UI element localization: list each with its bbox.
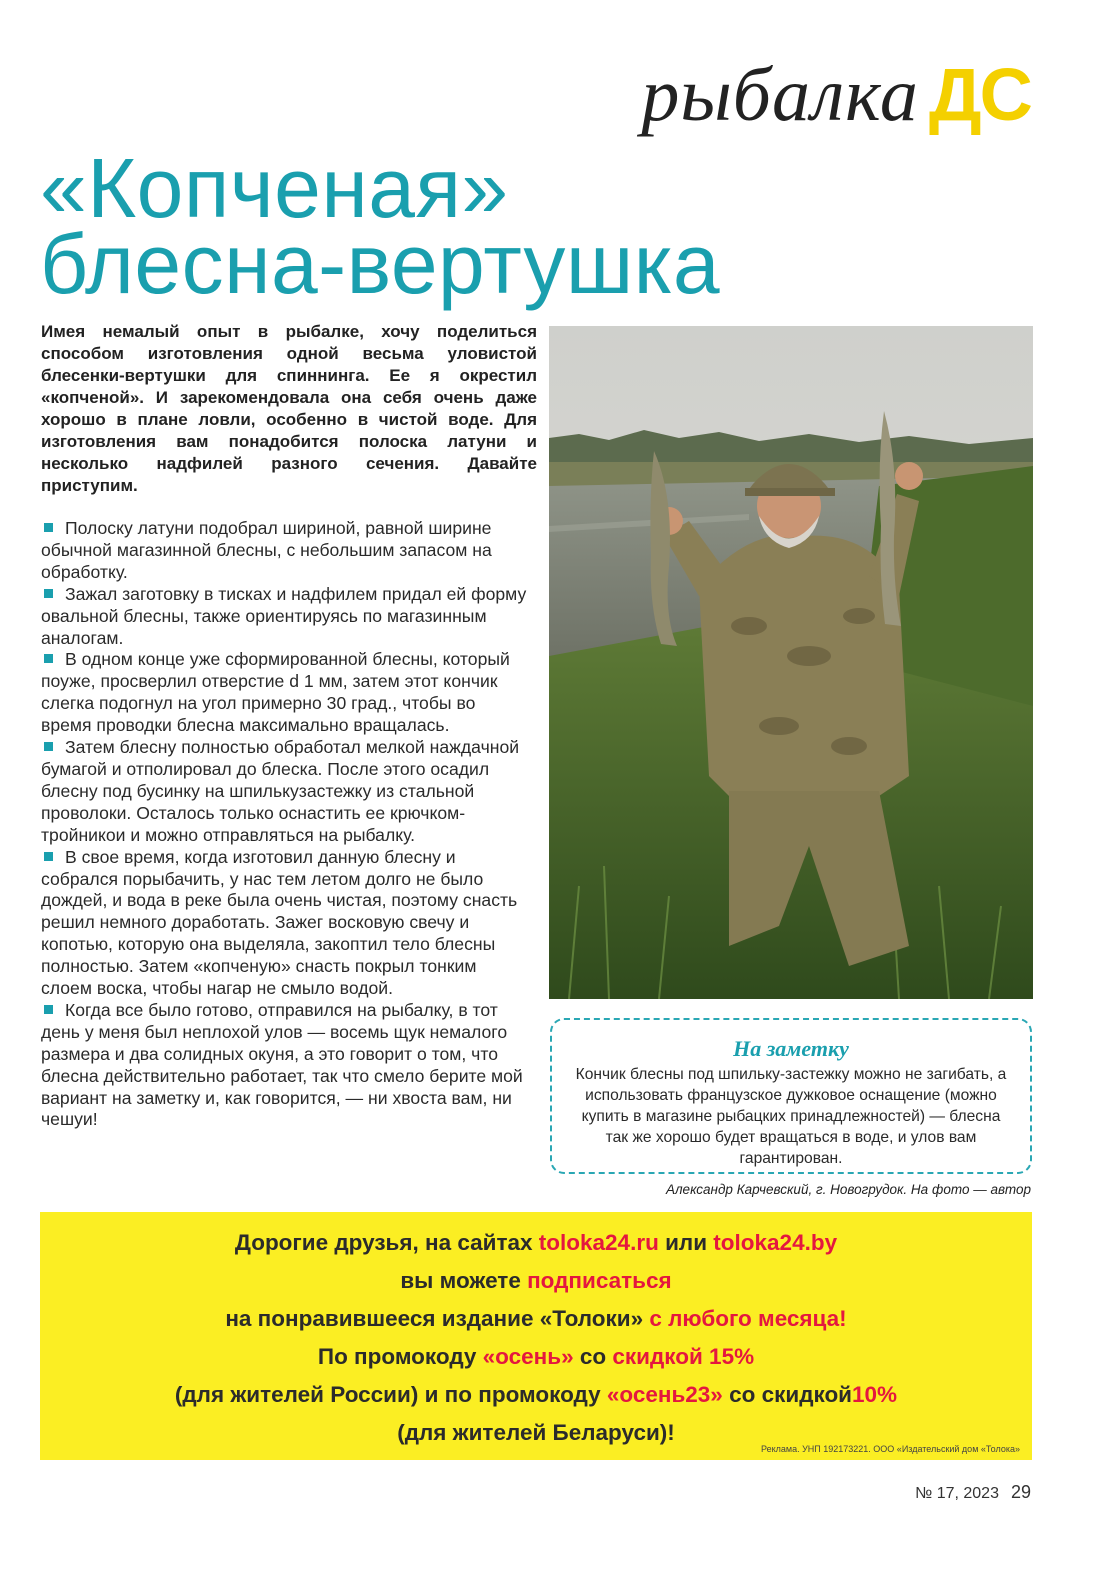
bullet-icon	[44, 654, 53, 663]
article-title	[40, 141, 1070, 311]
tip-title: На заметку	[733, 1036, 849, 1061]
title-line-1: «Копченая»	[40, 141, 509, 235]
ad-line-6: (для жителей Беларуси)!	[397, 1420, 675, 1445]
bullet-icon	[44, 742, 53, 751]
tip-box	[550, 1018, 1032, 1174]
bullet-icon	[44, 589, 53, 598]
ad-line-5: (для жителей России) и по промокоду «осень23» со скидкой10%	[174, 1382, 898, 1407]
article-body	[41, 518, 529, 1131]
body-paragraph: В свое время, когда изготовил данную блесну и собрался порыбачить, у нас тем летом долго не было дождей, и вода в реке была очень чистая, поэтому снасть решил немного доработать. Зажег восковую свечу и копотью, которую она выделяла, закоптил тело блесны полностью. Затем «копченую» снасть покрыл тонким слоем воска, чтобы нагар не смыло водой.	[41, 846, 518, 999]
body-paragraph: В одном конце уже сформированной блесны, который поуже, просверлил отверстие d 1 мм, затем этот кончик слегка подогнул на угол примерно 30 град., чтобы во время проводки блесна максимально вращалась.	[41, 649, 510, 736]
lead-paragraph: Имея немалый опыт в рыбалке, хочу поделиться способом изготовления одной весьма уловистой блесенки-вертушки для спиннинга. Ее я окрестил «копченой». И зарекомендовала она себя очень даже хорошо в плане ловли, особенно в чистой воде. Для изготовления вам понадобится полоска латуни и несколько надфилей разного сечения. Давайте приступим.	[41, 322, 537, 495]
author-photo	[549, 326, 1033, 999]
magazine-logo: ДС	[928, 53, 1031, 136]
body-paragraph: Полоску латуни подобрал шириной, равной ширине обычной магазинной блесны, с небольшим запасом на обработку.	[41, 518, 492, 582]
author-credit: Александр Карчевский, г. Новогрудок. На фото — автор	[665, 1182, 1031, 1197]
section-name: рыбалка	[641, 53, 919, 137]
link-toloka24-ru[interactable]: toloka24.ru	[538, 1230, 659, 1255]
page-number: 29	[1010, 1482, 1031, 1502]
ad-line-3: на понравившееся издание «Толоки» с любого месяца!	[225, 1306, 847, 1331]
body-paragraph: Затем блесну полностью обработал мелкой наждачной бумагой и отполировал до блеска. После этого осадил блесну под бусинку на шпилькузастежку из стальной проволоки. Осталось только оснастить ее крючком-тройникои и можно отправляться на рыбалку.	[41, 737, 520, 845]
page-footer	[915, 1482, 1031, 1503]
bullet-icon	[44, 852, 53, 861]
bullet-icon	[44, 523, 53, 532]
body-paragraph: Зажал заготовку в тисках и надфилем придал ей форму овальной блесны, также ориентируясь по магазинным аналогам.	[41, 583, 527, 648]
ad-legal-notice: Реклама. УНП 192173221. ООО «Издательский дом «Толока»	[760, 1444, 1020, 1454]
tip-text: Кончик блесны под шпильку-застежку можно не загибать, а использовать французское дужковое оснащение (можно купить в магазине рыбацких принадлежностей) — блесна так же хорошо будет вращаться в воде, и улов вам гарантирован.	[575, 1066, 1007, 1167]
ad-line-1: Дорогие друзья, на сайтах toloka24.ru или toloka24.by	[234, 1230, 838, 1255]
subscription-ad	[40, 1212, 1032, 1460]
link-toloka24-by[interactable]: toloka24.by	[713, 1230, 838, 1255]
section-header	[641, 52, 1031, 152]
body-paragraph: Когда все было готово, отправился на рыбалку, в тот день у меня был неплохой улов — восемь щук немалого размера и два солидных окуня, а это говорит о том, что блесна действительно работает, так что смело берите мой вариант на заметку и, как говорится, — ни хвоста вам, ни чешуи!	[41, 999, 523, 1130]
issue-number: № 17, 2023	[915, 1485, 999, 1502]
ad-line-2: вы можете подписаться	[400, 1268, 672, 1293]
ad-line-4: По промокоду «осень» со скидкой 15%	[317, 1344, 755, 1369]
title-line-2: блесна-вертушка	[40, 217, 721, 311]
bullet-icon	[44, 1005, 53, 1014]
